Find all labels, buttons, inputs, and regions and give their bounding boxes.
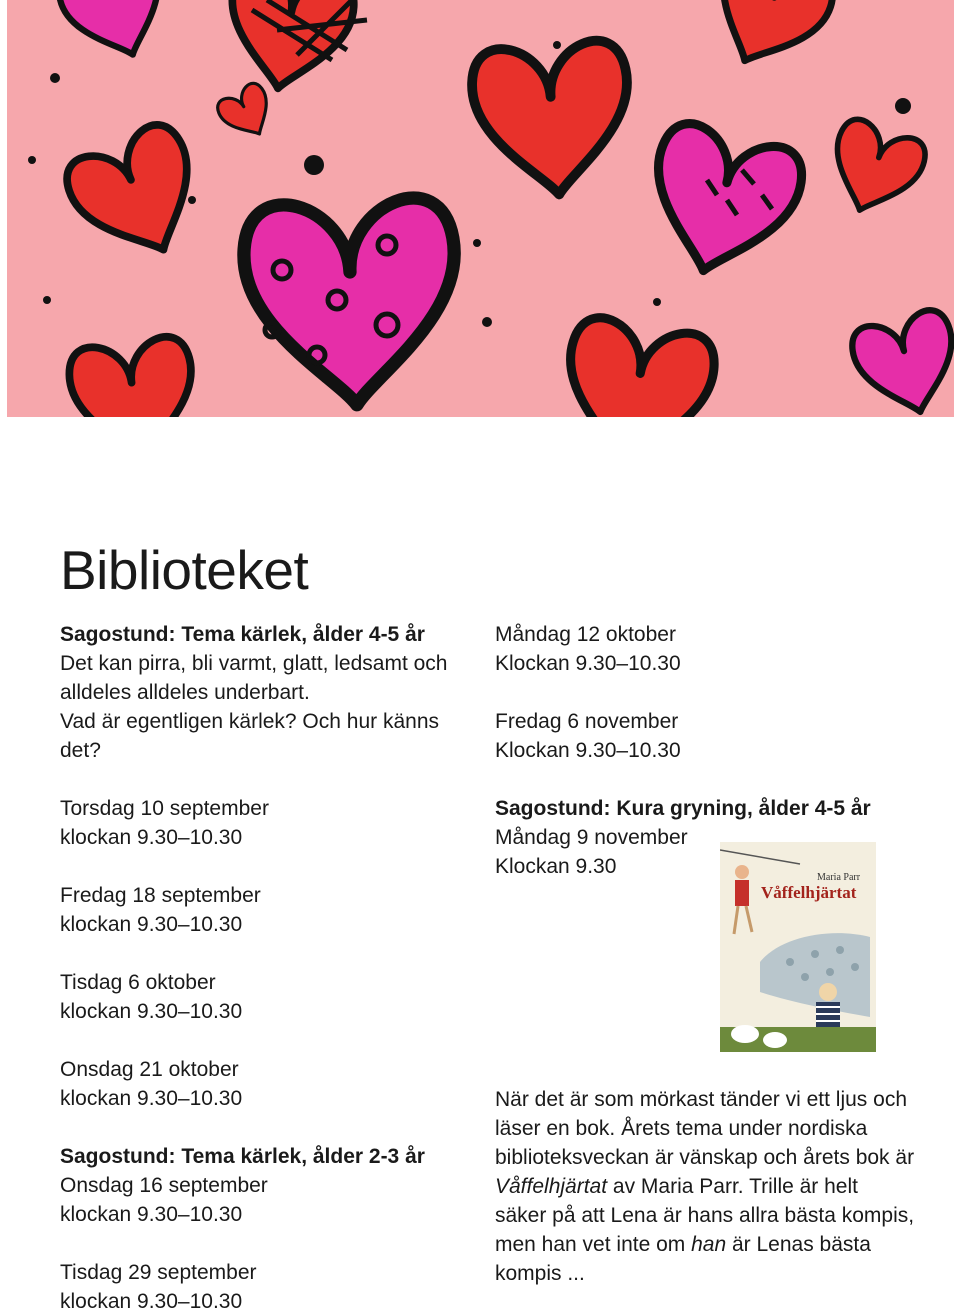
event-date: Måndag 9 november (495, 826, 688, 849)
event-time: klockan 9.30–10.30 (60, 1290, 243, 1313)
book-description: När det är som mörkast tänder vi ett ljus och läser en bok. Årets tema under nordiska biblioteksveckan är vänskap och årets bok är Våffelhjärtat av Maria Parr. Trille är helt säker på att Lena är hans allra bästa kompis, men han vet inte om han är Lenas bästa kompis ... (495, 1088, 915, 1285)
event-description: Det kan pirra, bli varmt, glatt, ledsamt och alldeles alldeles underbart. (60, 652, 448, 704)
book-title: Våffelhjärtat (761, 883, 857, 902)
event-time: klockan 9.30–10.30 (60, 1087, 243, 1110)
event-time: klockan 9.30–10.30 (60, 1000, 243, 1023)
event-time: klockan 9.30–10.30 (60, 1203, 243, 1226)
page-title: Biblioteket (60, 539, 309, 601)
event-date: Torsdag 10 september (60, 797, 269, 820)
event-time: Klockan 9.30–10.30 (495, 739, 681, 762)
event-date: Måndag 12 oktober (495, 623, 676, 646)
event-heading-tema-karlek-4-5: Sagostund: Tema kärlek, ålder 4-5 år (60, 623, 425, 646)
book-title-emphasis: Våffelhjärtat (495, 1175, 608, 1198)
event-time: klockan 9.30–10.30 (60, 826, 243, 849)
event-date: Tisdag 6 oktober (60, 971, 216, 994)
child-figure-bottom (816, 983, 840, 1034)
book-cover-image (720, 842, 876, 1052)
emphasis-han: han (691, 1233, 727, 1256)
event-date: Onsdag 21 oktober (60, 1058, 239, 1081)
event-time: klockan 9.30–10.30 (60, 913, 243, 936)
event-date: Onsdag 16 september (60, 1174, 268, 1197)
book-author: Maria Parr (817, 872, 861, 883)
event-date: Tisdag 29 september (60, 1261, 257, 1284)
event-time: Klockan 9.30 (495, 855, 617, 878)
event-heading-tema-karlek-2-3: Sagostund: Tema kärlek, ålder 2-3 år (60, 1145, 425, 1168)
event-date: Fredag 18 september (60, 884, 261, 907)
event-time: Klockan 9.30–10.30 (495, 652, 681, 675)
left-column (60, 620, 475, 1316)
event-description: Vad är egentligen kärlek? Och hur känns det? (60, 710, 440, 762)
hearts-banner-image (7, 0, 954, 417)
event-date: Fredag 6 november (495, 710, 679, 733)
event-heading-kura-gryning: Sagostund: Kura gryning, ålder 4-5 år (495, 797, 871, 820)
